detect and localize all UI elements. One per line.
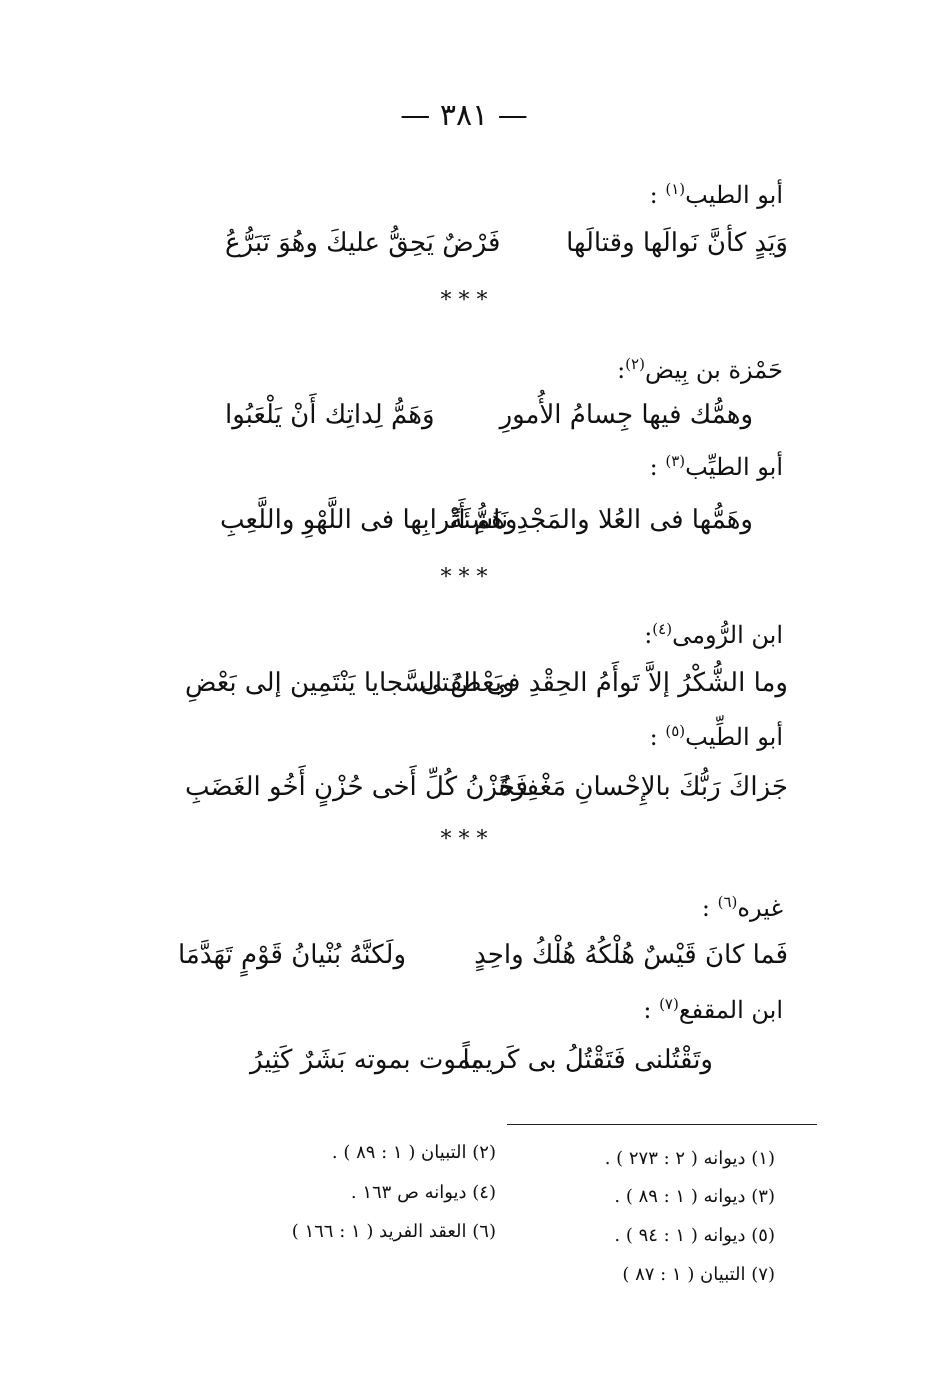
colon: : (701, 894, 718, 922)
poet-label: أبو الطيِّب (685, 453, 783, 481)
footnote-divider (507, 1124, 817, 1125)
footnote: (٧) التبيان ( ١ : ٨٧ ) (622, 1264, 775, 1285)
footnote: (١) ديوانه ( ٢ : ٢٧٣ ) . (604, 1148, 775, 1169)
verse-second-hemistich: ولَكنَّهُ بُنْيانُ قَوْمٍ تَهَدَّمَا (178, 940, 407, 970)
verse-first-hemistich: وَيَدٍ كأنَّ نَوالَها وقتالَها (566, 228, 788, 258)
poet-label: أبو الطيب (685, 181, 783, 209)
poet-name (617, 355, 783, 384)
footnote: (٢) التبيان ( ١ : ٨٩ ) . (331, 1142, 496, 1163)
page-number: — ٣٨١ — (400, 98, 528, 133)
verse-first-hemistich: وما الشُّكْرُ إلاَّ تَوأَمُ الحِقْدِ فى الفَتى (420, 668, 788, 698)
section-separator: * * * (440, 288, 488, 313)
verse-first-hemistich: فَما كانَ قَيْسٌ هُلْكُهُ هُلْكُ واحِدٍ (474, 940, 788, 970)
colon: : (644, 621, 653, 649)
poet-name (644, 620, 783, 649)
verse-second-hemistich: يموت بموته بَشَرٌ كَثِيرُ (250, 1045, 480, 1075)
footnote-ref: (٥) (665, 722, 686, 740)
poet-name (702, 893, 783, 922)
footnote: (٣) ديوانه ( ١ : ٨٩ ) . (614, 1186, 775, 1207)
colon: : (649, 181, 666, 209)
verse-second-hemistich: فَحُزْنُ كُلِّ أَخى حُزْنٍ أَخُو الغَضَبِ (185, 772, 529, 802)
poet-name (650, 722, 783, 751)
poet-name (650, 452, 783, 481)
footnote-ref: (٧) (659, 995, 679, 1013)
footnote: (٦) العقد الفريد ( ١ : ١٦٦ ) (291, 1221, 496, 1242)
poet-name (650, 180, 783, 209)
verse-second-hemistich: وهَمُّ أَتْرابِها فى اللَّهْوِ واللَّعِبِ (220, 505, 518, 535)
colon: : (617, 356, 626, 384)
footnote: (٤) ديوانه ص ١٦٣ . (350, 1182, 496, 1203)
footnote-ref: (٢) (625, 355, 645, 373)
verse-first-hemistich: وهمُّك فيها جِسامُ الأُمورِ (499, 400, 753, 430)
colon: : (649, 453, 666, 481)
poet-label: حَمْزة بن بِيض (644, 356, 783, 384)
footnote-ref: (٣) (665, 452, 686, 470)
colon: : (643, 996, 660, 1024)
verse-second-hemistich: فَرْضٌ يَحِقُّ عليكَ وهُوَ تَبَرُّعُ (225, 228, 501, 258)
colon: : (649, 723, 666, 751)
footnote-ref: (٦) (717, 893, 738, 911)
poet-name (643, 995, 783, 1024)
poet-label: أبو الطِّيب (685, 723, 783, 751)
verse-second-hemistich: وَهَمُّ لِداتِك أَنْ يَلْعَبُوا (225, 400, 435, 430)
section-separator: * * * (440, 565, 488, 590)
section-separator: * * * (440, 827, 488, 852)
verse-first-hemistich: وتَقْتُلنى فَتَقْتُلُ بى كَريماً (462, 1045, 713, 1075)
footnote-ref: (٤) (652, 620, 673, 638)
verse-first-hemistich: وهَمُّها فى العُلا والمَجْدِ نَاشِئَةً (449, 505, 753, 535)
verse-second-hemistich: وبَعْضُ السَّجايا يَنْتَمِين إلى بَعْضِ (185, 668, 515, 698)
poet-label: ابن الرُّومى (672, 621, 783, 649)
poet-label: غيره (737, 894, 783, 922)
poet-label: ابن المقفع (678, 996, 783, 1024)
footnote-ref: (١) (665, 180, 686, 198)
verse-first-hemistich: جَزاكَ رَبُّكَ بالإِحْسانِ مَغْفِرَةً (498, 772, 788, 802)
footnote: (٥) ديوانه ( ١ : ٩٤ ) . (614, 1225, 775, 1246)
